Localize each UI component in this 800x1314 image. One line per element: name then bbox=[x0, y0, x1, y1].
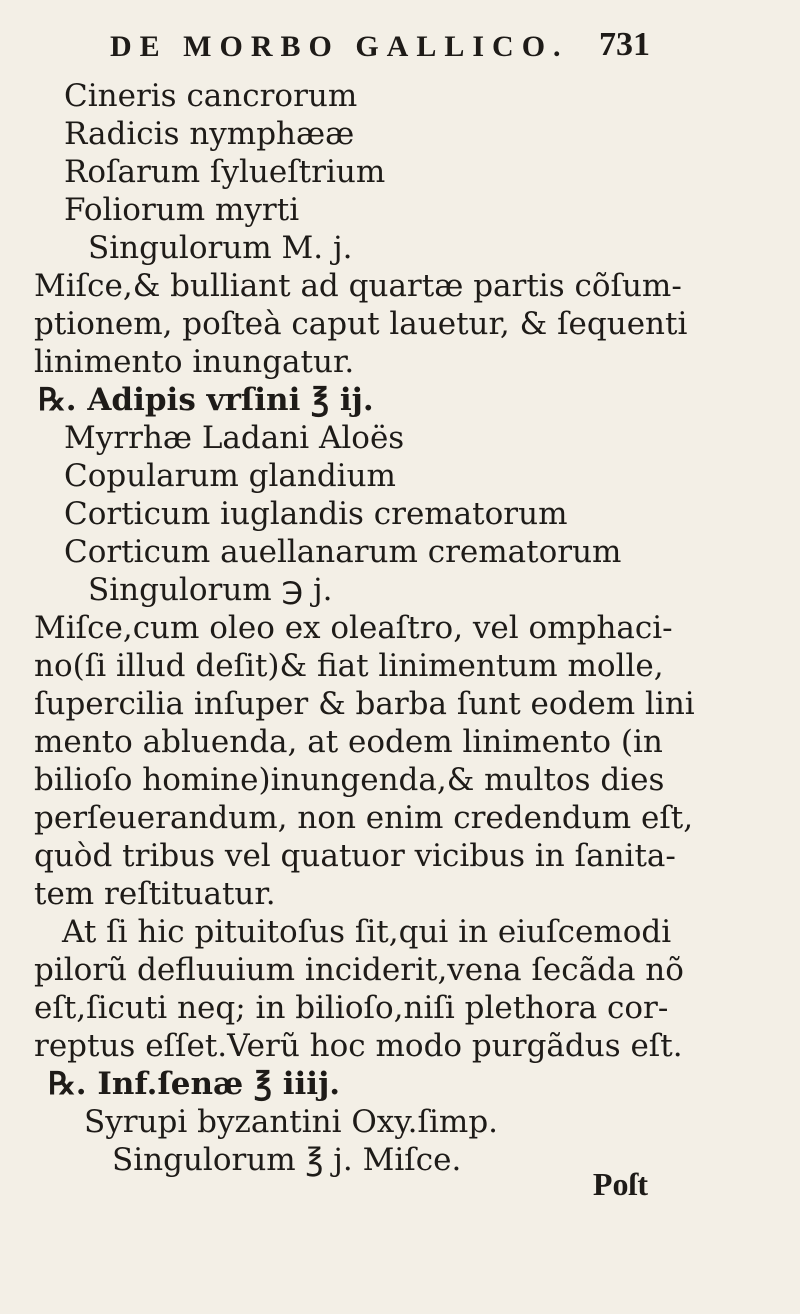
text-line: reptus eſſet.Verũ hoc modo purgãdus eſt. bbox=[34, 1028, 683, 1064]
text-line: Singulorum M. j. bbox=[88, 230, 353, 266]
page-header bbox=[110, 26, 650, 76]
text-line: ptionem, poſteà caput lauetur, & ſequenti bbox=[34, 306, 688, 342]
text-line: perſeuerandum, non enim credendum eſt, bbox=[34, 800, 694, 836]
text-line: bilioſo homine)inungenda,& multos dies bbox=[34, 762, 665, 798]
running-head: DE MORBO GALLICO. bbox=[110, 30, 569, 63]
text-line: Corticum auellanarum crematorum bbox=[64, 534, 622, 570]
text-line: Myrrhæ Ladani Aloës bbox=[64, 420, 405, 456]
text-line: Corticum iuglandis crematorum bbox=[64, 496, 568, 532]
text-line: Syrupi byzantini Oxy.ſimp. bbox=[84, 1104, 499, 1140]
text-line: Roſarum ſylueſtrium bbox=[64, 154, 386, 190]
catchword: Poſt bbox=[592, 1166, 648, 1202]
text-line: eſt,ſicuti neq; in bilioſo,niſi plethora cor- bbox=[34, 990, 669, 1026]
text-line: Cineris cancrorum bbox=[64, 78, 358, 114]
text-line: At ſi hic pituitoſus ſit,qui in eiuſcemodi bbox=[62, 914, 672, 950]
text-line: pilorũ defluuium inciderit,vena ſecãda nõ bbox=[34, 952, 684, 988]
text-line: Miſce,& bulliant ad quartæ partis cõſum- bbox=[34, 268, 682, 304]
text-line: Foliorum myrti bbox=[64, 192, 300, 228]
text-line: Radicis nymphææ bbox=[64, 116, 355, 152]
text-line: Singulorum ℥ j. Miſce. bbox=[112, 1142, 462, 1178]
text-line: linimento inungatur. bbox=[34, 344, 355, 380]
page-number: 731 bbox=[599, 26, 650, 63]
text-line: ſupercilia inſuper & barba ſunt eodem lini bbox=[34, 686, 695, 722]
text-line: Copularum glandium bbox=[64, 458, 396, 494]
text-line: tem reſtituatur. bbox=[34, 876, 276, 912]
text-line: Miſce,cum oleo ex oleaſtro, vel omphaci- bbox=[34, 610, 673, 646]
text-line: mento abluenda, at eodem linimento (in bbox=[34, 724, 663, 760]
text-line: no(ſi illud deſit)& fiat linimentum molle, bbox=[34, 648, 664, 684]
text-line: quòd tribus vel quatuor vicibus in ſanita- bbox=[34, 838, 676, 874]
recipe-line: ℞. Adipis vrſini ℥ ij. bbox=[38, 382, 374, 418]
recipe-line: ℞. Inf.ſenæ ℥ iiij. bbox=[48, 1066, 341, 1102]
text-line: Singulorum ℈ j. bbox=[88, 572, 333, 608]
